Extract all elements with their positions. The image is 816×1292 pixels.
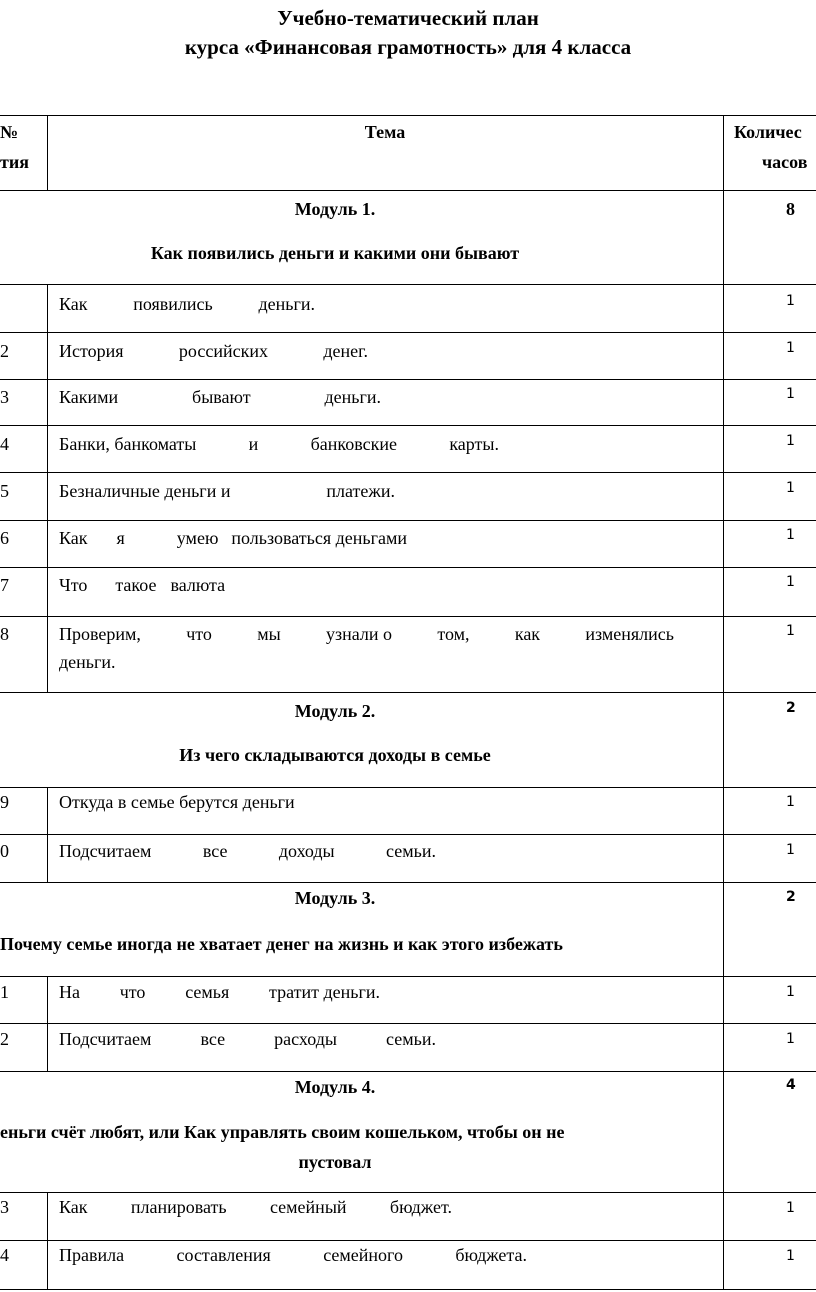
row-divider: [0, 616, 816, 617]
row-divider: [0, 834, 816, 835]
row-number: 9: [0, 792, 9, 812]
document-subtitle: курса «Финансовая грамотность» для 4 класса: [184, 35, 632, 59]
row-topic: На что семья тратит деньги.: [59, 982, 380, 1002]
row-topic-continuation: деньги.: [59, 652, 116, 672]
row-number: 6: [0, 528, 9, 548]
row-topic: История российских денег.: [59, 341, 368, 361]
row-topic: Безналичные деньги и платежи.: [59, 481, 395, 501]
module-4-name: еньги счёт любят, или Как управлять своим кошельком, чтобы он не: [0, 1122, 565, 1142]
row-topic: Откуда в семье берутся деньги: [59, 792, 295, 812]
row-hours: 1: [786, 794, 795, 810]
row-divider: [0, 692, 816, 693]
row-number: 1: [0, 982, 9, 1002]
row-number: 5: [0, 481, 9, 501]
row-hours: 1: [786, 293, 795, 309]
row-hours: 1: [786, 1031, 795, 1047]
row-number: 3: [0, 1197, 9, 1217]
row-hours: 1: [786, 984, 795, 1000]
row-topic: Проверим, что мы узнали о том, как изменялись: [59, 624, 674, 644]
module-2-hours: 2: [786, 700, 796, 716]
header-hours-top: Количес: [734, 122, 802, 142]
row-topic: Правила составления семейного бюджета.: [59, 1245, 527, 1265]
column-divider: [47, 976, 48, 1071]
row-number: 0: [0, 841, 9, 861]
row-divider: [0, 1023, 816, 1024]
row-topic: Подсчитаем все доходы семьи.: [59, 841, 436, 861]
row-hours: 1: [786, 574, 795, 590]
column-divider: [47, 787, 48, 882]
row-divider: [0, 284, 816, 285]
row-hours: 1: [786, 623, 795, 639]
module-2-name: Из чего складываются доходы в семье: [179, 745, 491, 765]
module-1-hours: 8: [786, 199, 795, 219]
module-3-label: Модуль 3.: [294, 888, 376, 908]
row-divider: [0, 882, 816, 883]
row-number: 4: [0, 1245, 9, 1265]
row-topic: Подсчитаем все расходы семьи.: [59, 1029, 436, 1049]
module-4-hours: 4: [786, 1077, 796, 1093]
row-topic: Как планировать семейный бюджет.: [59, 1197, 452, 1217]
row-number: 8: [0, 624, 9, 644]
module-1-name: Как появились деньги и какими они бывают: [150, 243, 520, 263]
module-3-hours: 2: [786, 889, 796, 905]
row-topic: Что такое валюта: [59, 575, 226, 595]
row-hours: 1: [786, 480, 795, 496]
row-topic: Банки, банкоматы и банковские карты.: [59, 434, 499, 454]
row-number: 7: [0, 575, 9, 595]
module-4-name-continuation: пустовал: [298, 1152, 372, 1172]
row-divider: [0, 332, 816, 333]
row-divider: [0, 379, 816, 380]
row-number: 3: [0, 387, 9, 407]
header-number-bottom: тия: [0, 152, 29, 172]
row-topic: Какими бывают деньги.: [59, 387, 381, 407]
column-divider: [47, 284, 48, 692]
row-topic: Как я умею пользоваться деньгами: [59, 528, 407, 548]
row-divider: [0, 190, 816, 191]
row-hours: 1: [786, 842, 795, 858]
header-number-top: №: [0, 122, 19, 142]
row-hours: 1: [786, 1200, 795, 1216]
row-hours: 1: [786, 386, 795, 402]
row-hours: 1: [786, 340, 795, 356]
row-hours: 1: [786, 433, 795, 449]
row-hours: 1: [786, 1248, 795, 1264]
row-number: 4: [0, 434, 9, 454]
row-divider: [0, 1071, 816, 1072]
column-divider: [47, 1192, 48, 1289]
row-divider: [0, 1289, 816, 1290]
row-number: 2: [0, 341, 9, 361]
row-number: 2: [0, 1029, 9, 1049]
column-divider: [723, 115, 724, 1289]
header-topic: Тема: [364, 122, 406, 142]
header-hours-bottom: часов: [762, 152, 808, 172]
module-3-name: Почему семье иногда не хватает денег на жизнь и как этого избежать: [0, 934, 563, 954]
row-divider: [0, 520, 816, 521]
table-border-top: [0, 115, 816, 116]
module-2-label: Модуль 2.: [294, 701, 376, 721]
row-divider: [0, 567, 816, 568]
row-divider: [0, 472, 816, 473]
row-divider: [0, 976, 816, 977]
row-divider: [0, 425, 816, 426]
document-title: Учебно-тематический план: [277, 6, 539, 30]
row-topic: Как появились деньги.: [59, 294, 315, 314]
module-4-label: Модуль 4.: [294, 1077, 376, 1097]
row-hours: 1: [786, 527, 795, 543]
module-1-label: Модуль 1.: [294, 199, 376, 219]
